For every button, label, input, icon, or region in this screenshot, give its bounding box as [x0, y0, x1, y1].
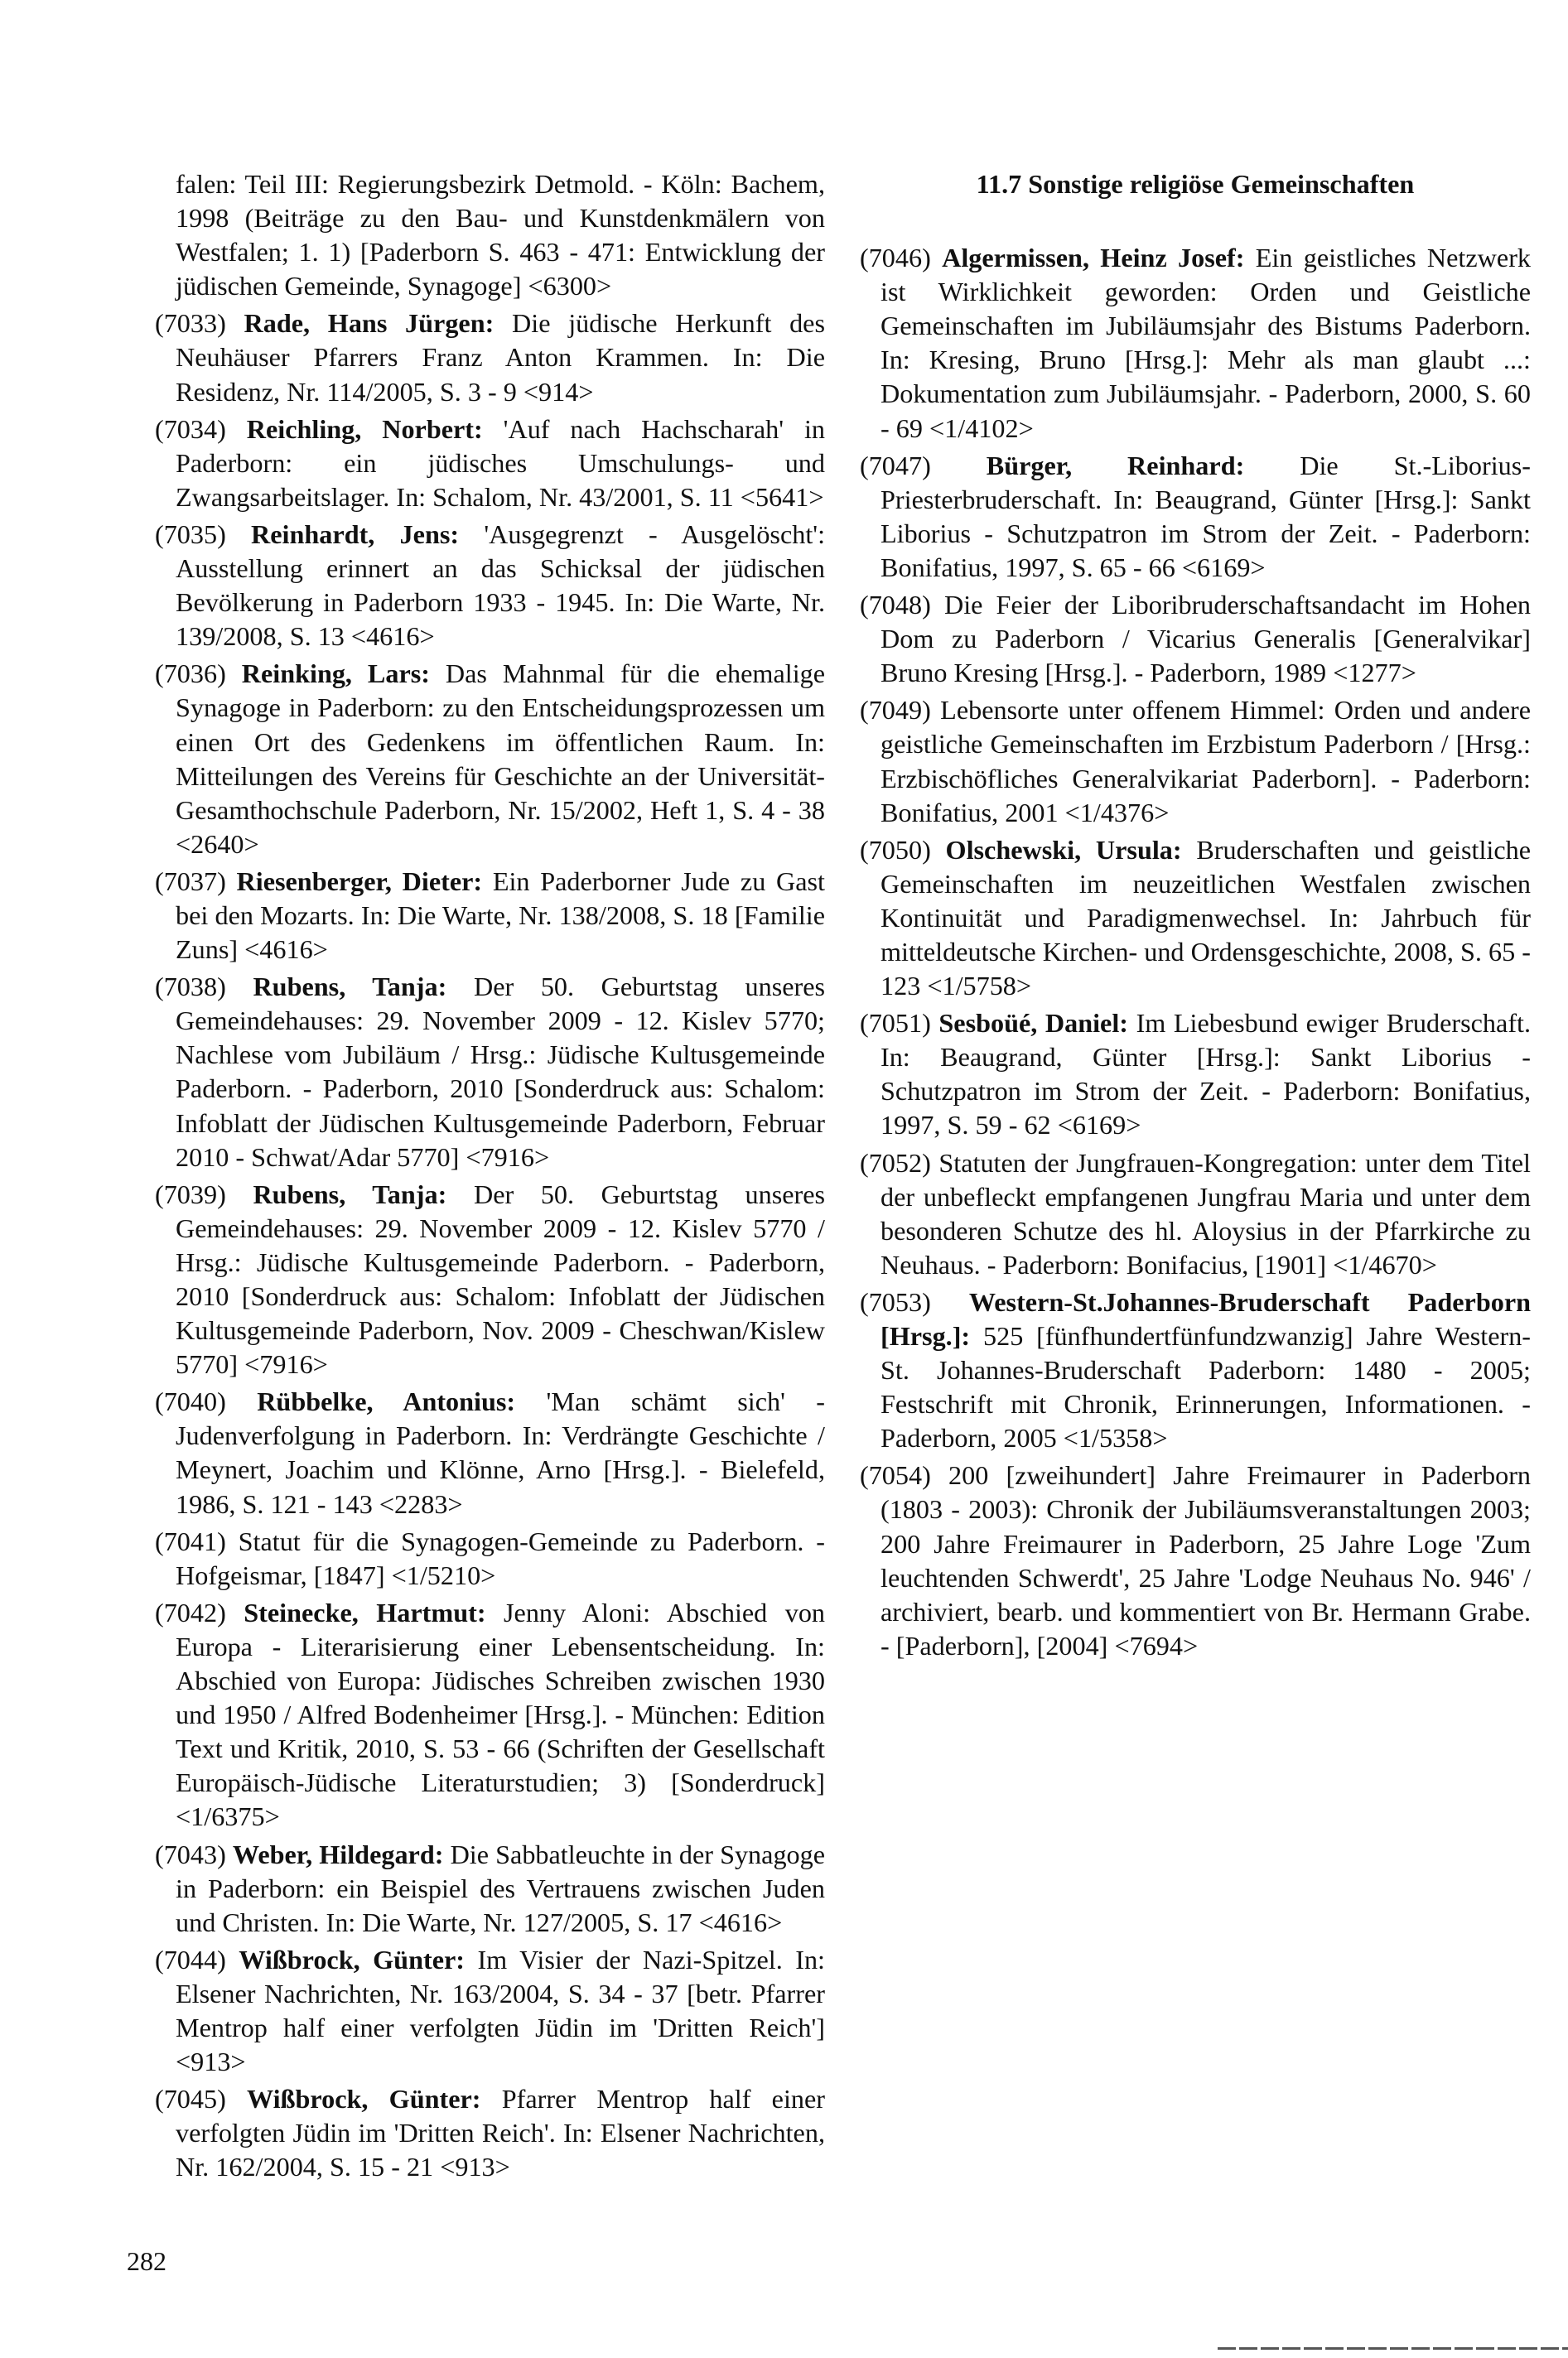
bibliography-entry	[155, 865, 825, 967]
entry-author: Bürger, Reinhard:	[986, 450, 1245, 480]
entry-number: (7042)	[155, 1597, 226, 1627]
entry-number: (7039)	[155, 1179, 226, 1209]
entry-text: Ein Paderborner Jude zu Gast bei den Mozarts. In: Die Warte, Nr. 138/2008, S. 18 [Familie Zuns] <4616>	[176, 866, 826, 965]
bibliography-entry	[860, 588, 1531, 690]
right-column	[860, 167, 1531, 1666]
entry-text: 525 [fünfhundertfünfundzwanzig] Jahre Western-St. Johannes-Bruderschaft Paderborn: 1480 - 2005; Festschrift mit Chronik, Erinnerungen, Informationen. - Paderborn, 2005 <1/5358>	[880, 1321, 1532, 1454]
entry-number: (7048)	[860, 590, 931, 620]
entry-number: (7047)	[860, 450, 931, 480]
entry-text: Statuten der Jungfrauen-Kongregation: unter dem Titel der unbefleckt empfangenen Jungfrau Maria und unter dem besonderen Schutze des hl. Aloysius in der Pfarrkirche zu Neuhaus. - Paderborn: Bonifacius, [1901] <1/4670>	[880, 1147, 1532, 1280]
entry-author: Rubens, Tanja:	[253, 1179, 447, 1209]
entry-number: (7045)	[155, 2084, 226, 2114]
entry-number: (7052)	[860, 1147, 931, 1178]
entry-text: Statut für die Synagogen-Gemeinde zu Paderborn. - Hofgeismar, [1847] <1/5210>	[176, 1526, 826, 1590]
entry-number: (7035)	[155, 518, 226, 549]
bibliography-entry	[155, 657, 825, 861]
entry-text: Die Sabbatleuchte in der Synagoge in Paderborn: ein Beispiel des Vertrauens zwischen Juden und Christen. In: Die Warte, Nr. 127/2005, S. 17 <4616>	[176, 1839, 826, 1937]
continuation-entry: falen: Teil III: Regierungsbezirk Detmold. - Köln: Bachem, 1998 (Beiträge zu den Bau- und Kunstdenkmälern von Westfalen; 1. 1) [Paderborn S. 463 - 471: Entwicklung der jüdischen Gemeinde, Synagoge] <6300>	[176, 169, 825, 301]
entry-text: Die Feier der Liboribruderschaftsandacht im Hohen Dom zu Paderborn / Vicarius Generalis [Generalvikar] Bruno Kresing [Hrsg.]. - Paderborn, 1989 <1277>	[880, 590, 1532, 688]
entry-number: (7043)	[155, 1839, 226, 1869]
bibliography-entry	[860, 241, 1531, 446]
entry-text: 'Ausgegrenzt - Ausgelöscht': Ausstellung erinnert an das Schicksal der jüdischen Bevölkerung in Paderborn 1933 - 1945. In: Die Warte, Nr. 139/2008, S. 13 <4616>	[176, 518, 826, 652]
entry-text: 'Man schämt sich' - Judenverfolgung in Paderborn. In: Verdrängte Geschichte / Meynert, Joachim und Klönne, Arno [Hrsg.]. - Bielefeld, 1986, S. 121 - 143 <2283>	[176, 1386, 825, 1519]
entry-author: Steinecke, Hartmut:	[244, 1597, 486, 1627]
entry-author: Rubens, Tanja:	[253, 972, 447, 1002]
entry-text: Im Liebesbund ewiger Bruderschaft. In: Beaugrand, Günter [Hrsg.]: Sankt Liborius - Schutzpatron im Strom der Zeit. - Paderborn: Bonifatius, 1997, S. 59 - 62 <6169>	[880, 1008, 1532, 1140]
entry-author: Rade, Hans Jürgen:	[244, 308, 495, 339]
entry-number: (7046)	[860, 243, 931, 273]
bibliography-entry	[155, 518, 825, 653]
entry-number: (7036)	[155, 658, 226, 689]
entry-text: Die jüdische Herkunft des Neuhäuser Pfarrers Franz Anton Krammen. In: Die Residenz, Nr. 114/2005, S. 3 - 9 <914>	[176, 308, 825, 407]
entry-author: Western-St.Johannes-Bruderschaft Paderborn [Hrsg.]:	[880, 1286, 1532, 1351]
entry-number: (7051)	[860, 1008, 931, 1039]
footer-rule	[1218, 2347, 1568, 2350]
entry-text: Pfarrer Mentrop half einer verfolgten Jüdin im 'Dritten Reich'. In: Elsener Nachrichten, Nr. 162/2004, S. 15 - 21 <913>	[176, 2084, 826, 2182]
entry-text: Das Mahnmal für die ehemalige Synagoge in Paderborn: zu den Entscheidungsprozessen um einen Ort des Gedenkens im öffentlichen Raum. In: Mitteilungen des Vereins für Geschichte an der Universität-Gesamthochschule Paderborn, Nr. 15/2002, Heft 1, S. 4 - 38 <2640>	[176, 658, 826, 859]
entry-author: Reichling, Norbert:	[246, 413, 483, 444]
entry-text: 200 [zweihundert] Jahre Freimaurer in Paderborn (1803 - 2003): Chronik der Jubiläumsveranstaltungen 2003; 200 Jahre Freimaurer in Paderborn, 25 Jahre Loge 'Zum leuchtenden Schwerdt', 25 Jahre 'Lodge Neuhaus No. 946' / archiviert, bearb. und kommentiert von Br. Hermann Grabe. - [Paderborn], [2004] <7694>	[880, 1460, 1532, 1661]
bibliography-entry	[155, 1385, 825, 1521]
entry-author: Wißbrock, Günter:	[239, 1944, 465, 1975]
bibliography-entry	[860, 1285, 1531, 1455]
entry-author: Reinhardt, Jens:	[251, 518, 460, 549]
entry-number: (7041)	[155, 1526, 226, 1556]
bibliography-entry	[155, 1838, 825, 1940]
section-heading: 11.7 Sonstige religiöse Gemeinschaften	[976, 169, 1415, 199]
bibliography-entry	[860, 449, 1531, 585]
entry-number: (7038)	[155, 972, 226, 1002]
entry-author: Sesboüé, Daniel:	[938, 1008, 1129, 1039]
entry-author: Rübbelke, Antonius:	[257, 1386, 516, 1417]
bibliography-entry	[860, 1146, 1531, 1282]
entry-text: Ein geistliches Netzwerk ist Wirklichkeit geworden: Orden und Geistliche Gemeinschaften im Jubiläumsjahr des Bistums Paderborn. In: Kresing, Bruno [Hrsg.]: Mehr als man glaubt ...: Dokumentation zum Jubiläumsjahr. - Paderborn, 2000, S. 60 - 69 <1/4102>	[880, 243, 1532, 443]
entry-text: Der 50. Geburtstag unseres Gemeindehauses: 29. November 2009 - 12. Kislev 5770; Nachlese vom Jubiläum / Hrsg.: Jüdische Kultusgemeinde Paderborn. - Paderborn, 2010 [Sonderdruck aus: Schalom: Infoblatt der Jüdischen Kultusgemeinde Paderborn, Februar 2010 - Schwat/Adar 5770] <7916>	[176, 972, 826, 1172]
bibliography-entry	[860, 693, 1531, 829]
entry-number: (7049)	[860, 695, 931, 726]
entry-number: (7050)	[860, 834, 931, 865]
bibliography-entry	[155, 1596, 825, 1835]
entry-number: (7053)	[860, 1286, 931, 1317]
entry-number: (7044)	[155, 1944, 226, 1975]
entry-number: (7033)	[155, 308, 226, 339]
entry-text: Im Visier der Nazi-Spitzel. In: Elsener Nachrichten, Nr. 163/2004, S. 34 - 37 [betr. Pfarrer Mentrop half einer verfolgten Jüdin im 'Dritten Reich'] <913>	[176, 1944, 825, 2077]
bibliography-entry	[860, 1459, 1531, 1663]
entry-number: (7037)	[155, 866, 226, 896]
left-column	[155, 167, 825, 2187]
entry-number: (7040)	[155, 1386, 226, 1417]
bibliography-entry	[860, 833, 1531, 1003]
entry-text: Lebensorte unter offenem Himmel: Orden und andere geistliche Gemeinschaften im Erzbistum Paderborn / [Hrsg.: Erzbischöfliches Generalvikariat Paderborn]. - Paderborn: Bonifatius, 2001 <1/4376>	[880, 695, 1531, 827]
entry-number: (7034)	[155, 413, 226, 444]
entry-text: Bruderschaften und geistliche Gemeinschaften im neuzeitlichen Westfalen zwischen Kontinuität und Paradigmenwechsel. In: Jahrbuch für mitteldeutsche Kirchen- und Ordensgeschichte, 2008, S. 65 - 123 <1/5758>	[880, 834, 1531, 1001]
entry-text: Jenny Aloni: Abschied von Europa - Literarisierung einer Lebensentscheidung. In: Abschied von Europa: Jüdisches Schreiben zwischen 1930 und 1950 / Alfred Bodenheimer [Hrsg.]. - München: Edition Text und Kritik, 2010, S. 53 - 66 (Schriften der Gesellschaft Europäisch-Jüdische Literaturstudien; 3) [Sonderdruck] <1/6375>	[176, 1597, 826, 1832]
bibliography-entry	[155, 1178, 825, 1382]
bibliography-entry	[155, 306, 825, 408]
entry-text: Die St.-Liborius-Priesterbruderschaft. In: Beaugrand, Günter [Hrsg.]: Sankt Liborius - Schutzpatron im Strom der Zeit. - Paderborn: Bonifatius, 1997, S. 65 - 66 <6169>	[880, 450, 1531, 582]
right-entry-list	[860, 241, 1531, 1663]
left-entry-list	[155, 306, 825, 2184]
page-number: 282	[127, 2246, 166, 2276]
bibliography-entry	[155, 970, 825, 1174]
bibliography-entry	[860, 1006, 1531, 1142]
entry-author: Algermissen, Heinz Josef:	[942, 243, 1245, 273]
bibliography-entry	[155, 2082, 825, 2184]
entry-number: (7054)	[860, 1460, 931, 1491]
entry-author: Riesenberger, Dieter:	[236, 866, 483, 896]
bibliography-entry	[155, 1525, 825, 1593]
entry-author: Olschewski, Ursula:	[945, 834, 1182, 865]
entry-text: 'Auf nach Hachscharah' in Paderborn: ein jüdisches Umschulungs- und Zwangsarbeitslager. In: Schalom, Nr. 43/2001, S. 11 <5641>	[176, 413, 826, 512]
entry-text: Der 50. Geburtstag unseres Gemeindehauses: 29. November 2009 - 12. Kislev 5770 / Hrsg.: Jüdische Kultusgemeinde Paderborn. - Paderborn, 2010 [Sonderdruck aus: Schalom: Infoblatt der Jüdischen Kultusgemeinde Paderborn, Nov. 2009 - Cheschwan/Kislew 5770] <7916>	[176, 1179, 826, 1380]
entry-author: Reinking, Lars:	[241, 658, 430, 689]
bibliography-entry	[155, 412, 825, 514]
bibliography-entry	[155, 1943, 825, 2079]
entry-author: Weber, Hildegard:	[232, 1839, 444, 1869]
entry-author: Wißbrock, Günter:	[247, 2084, 481, 2114]
